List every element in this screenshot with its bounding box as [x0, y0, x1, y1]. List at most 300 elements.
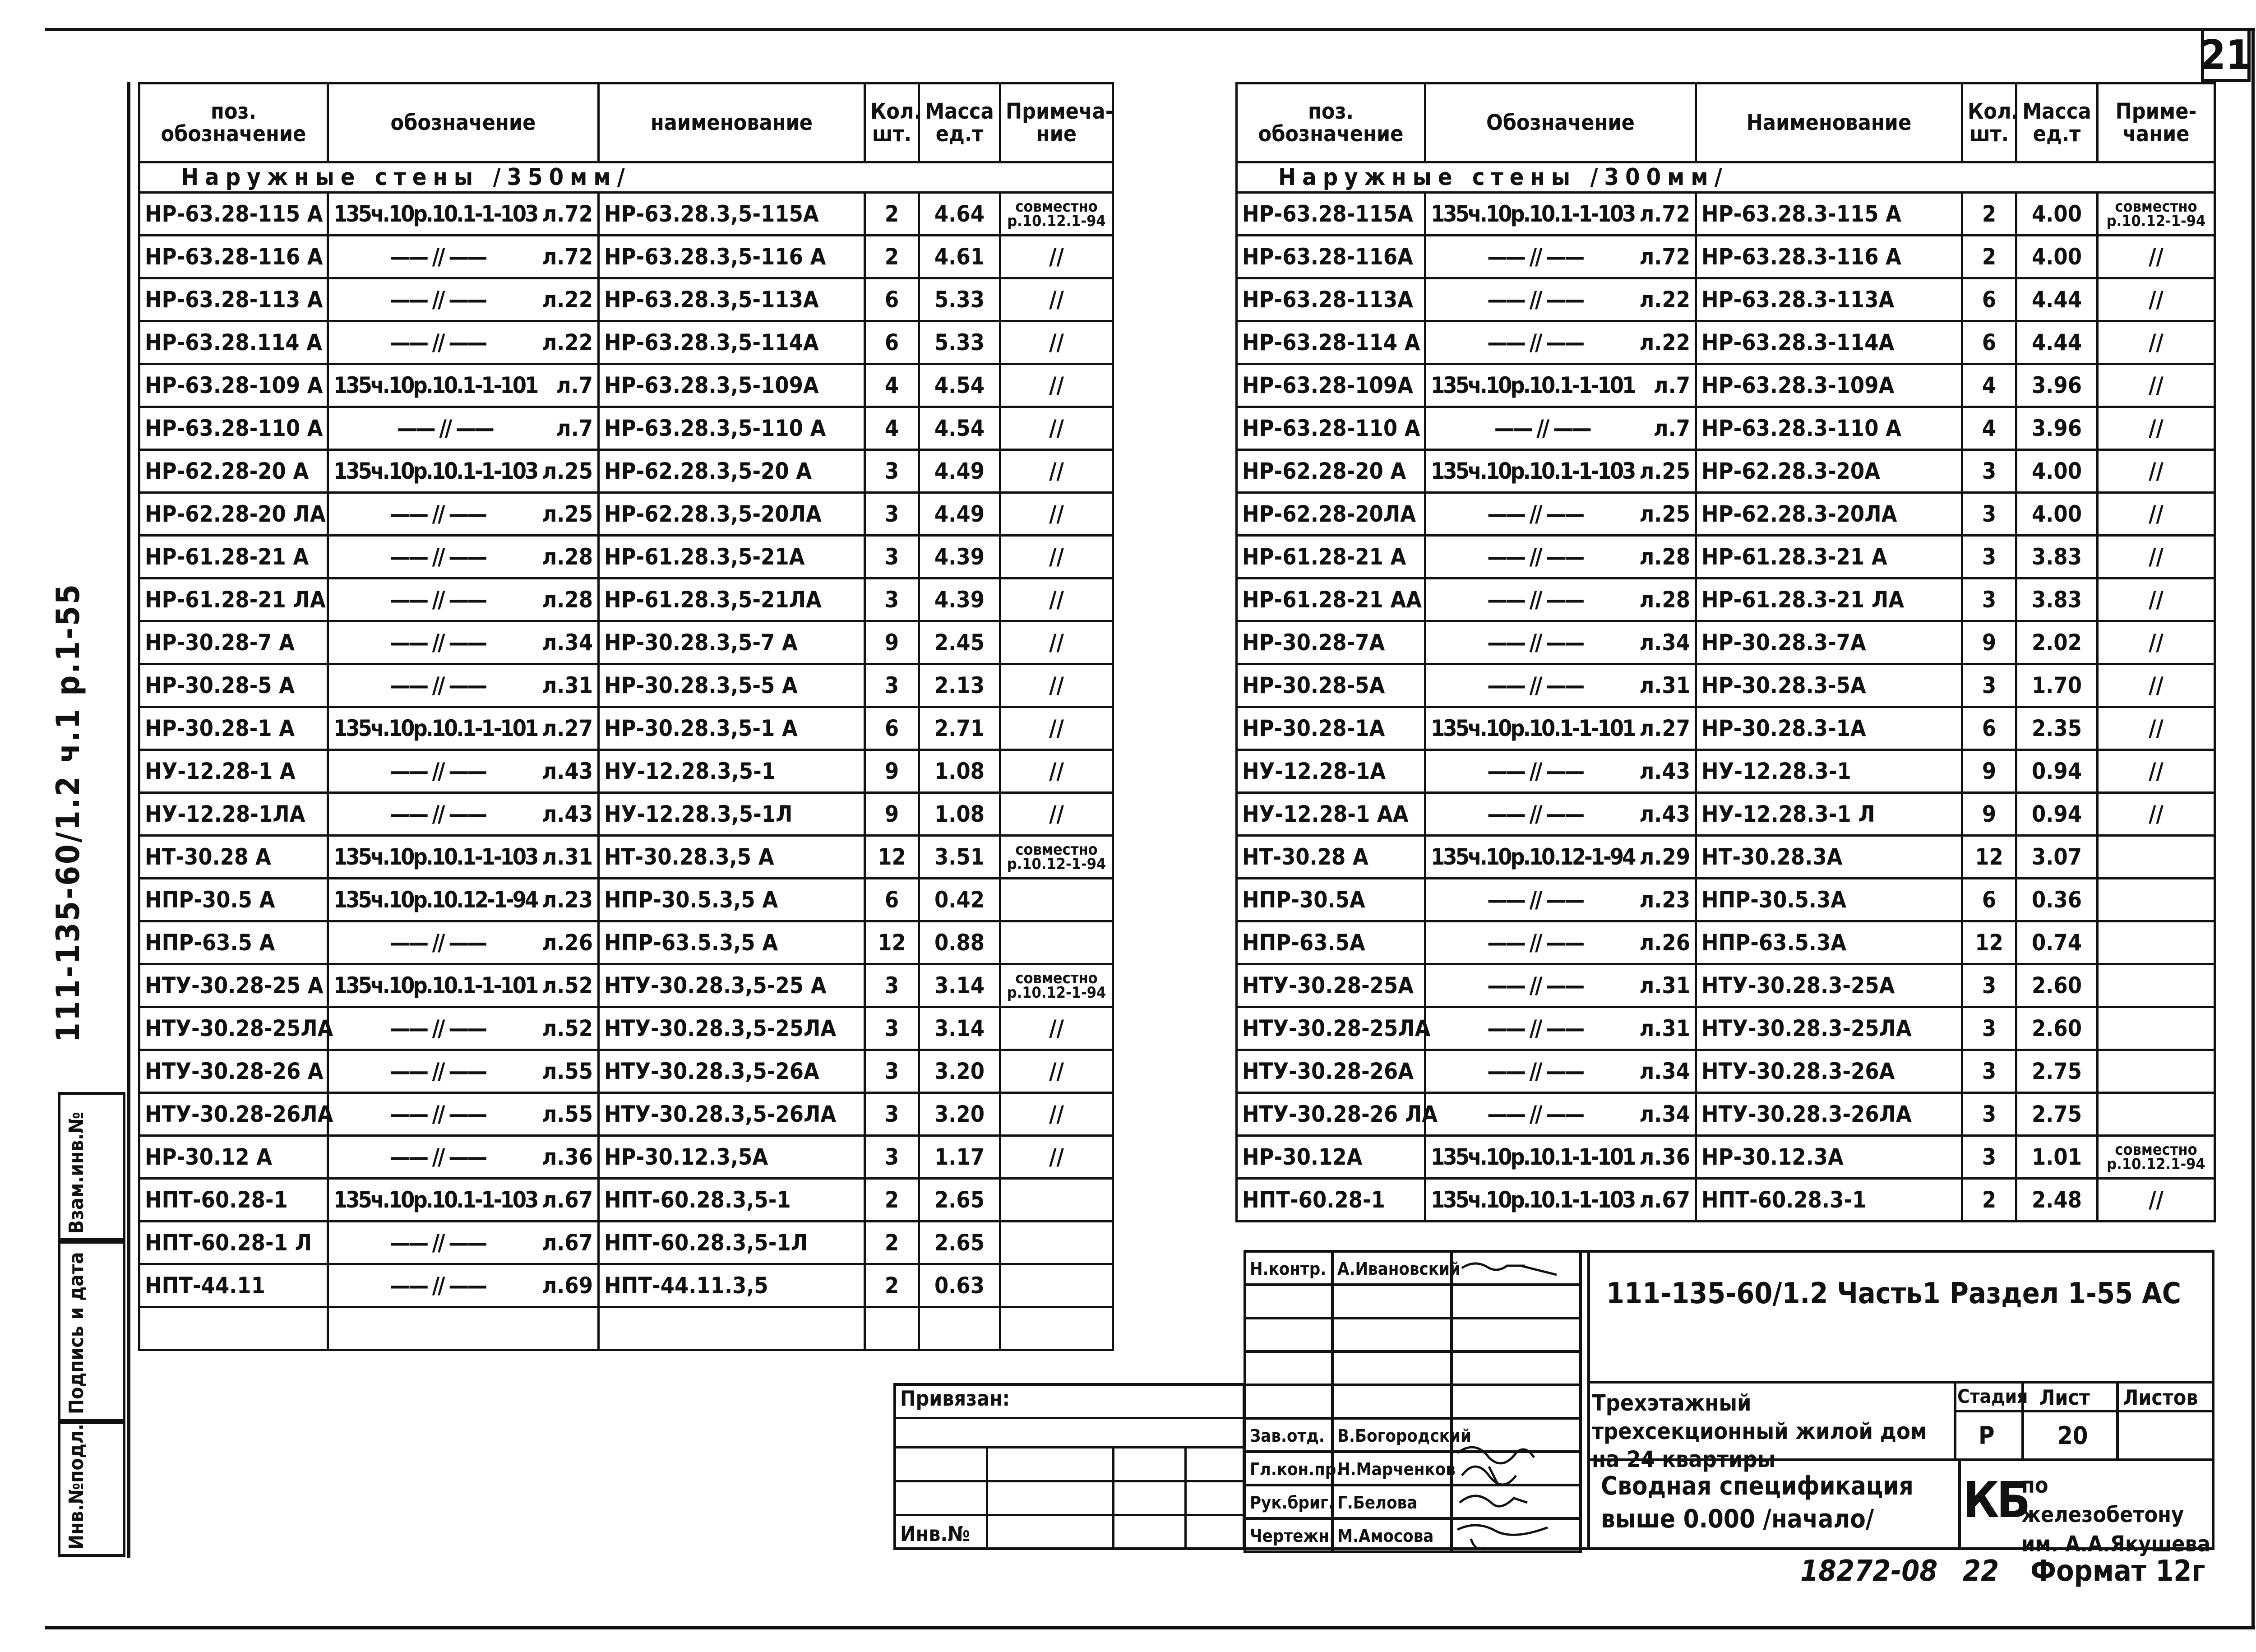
cell-qty: 6: [865, 278, 919, 321]
designation-wrap: [333, 588, 593, 611]
cell-position: НТУ-30.28-26 ЛА: [1237, 1093, 1425, 1136]
designation-wrap: [333, 1103, 593, 1125]
cell-note: //: [2098, 493, 2215, 536]
cell-note: [1000, 879, 1113, 921]
designation-wrap: [333, 203, 593, 225]
table-row: [1237, 536, 2215, 578]
cell-note: //: [2098, 664, 2215, 707]
cell-qty: 4: [1962, 407, 2016, 450]
stage-value: Р: [1979, 1421, 1995, 1450]
table-row: [139, 1007, 1113, 1050]
designation-wrap: [1431, 1060, 1690, 1083]
designation-wrap: [1431, 1017, 1690, 1040]
sheet-reference: л.43: [1639, 801, 1690, 827]
cell-note: //: [1000, 750, 1113, 793]
designation-wrap: [1431, 1146, 1690, 1168]
sheet-reference: л.72: [542, 244, 593, 270]
designation-wrap: [1431, 931, 1690, 954]
side-box-label: Инв.№подл.: [65, 1424, 88, 1550]
org-col-line: [1958, 1458, 1961, 1550]
cell-mass: 1.08: [919, 793, 1000, 836]
cell-designation: [1425, 236, 1696, 278]
sheet-reference: л.72: [1639, 201, 1690, 227]
cell-name: НР-62.28.3,5-20ЛА: [599, 493, 865, 536]
sheet-reference: л.25: [1639, 501, 1690, 527]
cell-position: НТ-30.28 А: [1237, 836, 1425, 879]
designation-text: —— // ——: [390, 587, 486, 613]
cell-mass: 0.63: [919, 1264, 1000, 1307]
designation-text: —— // ——: [390, 629, 486, 656]
right-table-body: [1237, 193, 2215, 1222]
cell-mass: 4.39: [919, 536, 1000, 578]
privyazan-col-line: [1184, 1446, 1187, 1550]
sheet-reference: л.36: [1639, 1144, 1690, 1170]
cell-designation: [328, 493, 599, 536]
designation-text: 135ч.10р.10.1-1-101: [1431, 372, 1635, 398]
cell-note: //: [1000, 793, 1113, 836]
designation-text: —— // ——: [390, 801, 486, 827]
sheet-reference: л.22: [542, 329, 593, 356]
cell-position: НТУ-30.28-26А: [1237, 1050, 1425, 1093]
table-row: [1237, 1050, 2215, 1093]
cell-mass: 4.61: [919, 236, 1000, 278]
sheet-reference: л.67: [542, 1230, 593, 1256]
cell-name: НР-63.28.3,5-116 А: [599, 236, 865, 278]
cell-note: //: [1000, 493, 1113, 536]
designation-wrap: [1431, 546, 1690, 568]
cell-position: [139, 1307, 328, 1350]
role-title: Гл.кон.пр.: [1244, 1450, 1334, 1486]
cell-designation: [1425, 193, 1696, 236]
designation-text: —— // ——: [390, 1015, 486, 1041]
cell-name: НР-30.28.3-7А: [1696, 621, 1962, 664]
cell-position: НР-63.28-113 А: [139, 278, 328, 321]
left-margin-line: [127, 82, 130, 1558]
sheet-reference: л.55: [542, 1058, 593, 1084]
cell-mass: 0.74: [2016, 921, 2098, 964]
table-row: [1237, 664, 2215, 707]
designation-wrap: [333, 331, 593, 354]
designation-text: —— // ——: [390, 544, 486, 570]
designation-text: 135ч.10р.10.12-1-94: [1431, 844, 1635, 870]
cell-name: НПР-63.5.3А: [1696, 921, 1962, 964]
cell-qty: 9: [1962, 793, 2016, 836]
cell-name: НР-62.28.3,5-20 А: [599, 450, 865, 493]
cell-mass: 3.07: [2016, 836, 2098, 879]
cell-qty: 3: [865, 1007, 919, 1050]
cell-note: [1000, 1179, 1113, 1222]
cell-note: //: [1000, 450, 1113, 493]
cell-qty: 2: [865, 1264, 919, 1307]
cell-qty: 12: [1962, 921, 2016, 964]
cell-designation: [1425, 621, 1696, 664]
cell-note: совместно р.10.12-1-94: [2098, 193, 2215, 236]
section-row: [139, 162, 1113, 193]
cell-note: //: [1000, 407, 1113, 450]
sheet-reference: л.28: [1639, 544, 1690, 570]
table-row: [139, 1222, 1113, 1264]
cell-name: НР-30.28.3,5-1 А: [599, 707, 865, 750]
cell-qty: 3: [865, 450, 919, 493]
cell-mass: 2.48: [2016, 1179, 2098, 1222]
cell-qty: 3: [865, 1093, 919, 1136]
cell-designation: [328, 407, 599, 450]
designation-wrap: [1431, 331, 1690, 354]
designation-text: —— // ——: [1487, 801, 1583, 827]
cell-name: НР-63.28.3,5-115А: [599, 193, 865, 236]
designation-wrap: [333, 374, 593, 397]
table-row: [1237, 793, 2215, 836]
cell-name: НР-30.12.3А: [1696, 1136, 1962, 1179]
cell-qty: 3: [1962, 536, 2016, 578]
designation-text: —— // ——: [390, 1058, 486, 1084]
sheet-reference: л.55: [542, 1101, 593, 1127]
designation-wrap: [333, 1231, 593, 1254]
cell-qty: 12: [865, 836, 919, 879]
cell-position: НР-61.28-21 А: [139, 536, 328, 578]
cell-position: НУ-12.28-1 АА: [1237, 793, 1425, 836]
cell-position: НР-62.28-20 А: [139, 450, 328, 493]
designation-wrap: [333, 546, 593, 568]
cell-mass: 2.45: [919, 621, 1000, 664]
sheet-reference: л.34: [1639, 1101, 1690, 1127]
table-row: [1237, 321, 2215, 364]
designation-wrap: [333, 1274, 593, 1297]
designation-wrap: [333, 503, 593, 525]
cell-designation: [1425, 921, 1696, 964]
cell-note: //: [2098, 793, 2215, 836]
table-row: [139, 321, 1113, 364]
sheet-reference: л.31: [542, 844, 593, 870]
cell-qty: 6: [865, 321, 919, 364]
section-title: Наружные стены /350мм/: [139, 162, 1113, 193]
designation-wrap: [1431, 503, 1690, 525]
cell-designation: [1425, 278, 1696, 321]
cell-note: //: [2098, 236, 2215, 278]
cell-mass: 4.00: [2016, 236, 2098, 278]
cell-name: НУ-12.28.3-1 Л: [1696, 793, 1962, 836]
cell-mass: 3.83: [2016, 536, 2098, 578]
cell-qty: 12: [865, 921, 919, 964]
table-header-row: [139, 83, 1113, 162]
table-row: [1237, 236, 2215, 278]
cell-designation: [328, 1222, 599, 1264]
cell-name: НР-30.28.3,5-7 А: [599, 621, 865, 664]
cell-designation: [1425, 836, 1696, 879]
designation-wrap: [1431, 974, 1690, 997]
cell-position: НПТ-60.28-1: [139, 1179, 328, 1222]
cell-note: //: [1000, 278, 1113, 321]
section-row: [1237, 162, 2215, 193]
header-name: наименование: [599, 83, 865, 162]
cell-position: НР-63.28-114 А: [1237, 321, 1425, 364]
role-title: Н.контр.: [1244, 1250, 1334, 1286]
header-qty: Кол. шт.: [865, 83, 919, 162]
cell-note: [1000, 1264, 1113, 1307]
designation-wrap: [333, 631, 593, 654]
cell-mass: 3.20: [919, 1050, 1000, 1093]
inv-number-label: Инв.№: [900, 1522, 970, 1546]
table-row: [139, 236, 1113, 278]
sheet-reference: л.43: [542, 801, 593, 827]
designation-text: 135ч.10р.10.1-1-101: [333, 715, 537, 741]
designation-text: —— // ——: [1487, 672, 1583, 699]
cell-position: НПТ-60.28-1 Л: [139, 1222, 328, 1264]
cell-name: НТУ-30.28.3-25ЛА: [1696, 1007, 1962, 1050]
cell-position: НР-61.28-21 ЛА: [139, 578, 328, 621]
cell-note: //: [1000, 1136, 1113, 1179]
cell-designation: [328, 707, 599, 750]
document-code: 111-135-60/1.2 Часть1 Раздел 1-55 АС: [1606, 1277, 2181, 1310]
cell-designation: [328, 1007, 599, 1050]
cell-mass: 3.14: [919, 964, 1000, 1007]
bottom-border-line: [45, 1626, 2255, 1629]
stage-label: Стадия: [1957, 1385, 2028, 1407]
cell-note: //: [2098, 450, 2215, 493]
cell-note: //: [2098, 621, 2215, 664]
cell-designation: [1425, 707, 1696, 750]
designation-wrap: [333, 1146, 593, 1168]
cell-name: НР-30.12.3,5А: [599, 1136, 865, 1179]
table-row: [139, 450, 1113, 493]
cell-name: НТУ-30.28.3,5-25ЛА: [599, 1007, 865, 1050]
designation-wrap: [1431, 417, 1690, 440]
cell-mass: 4.49: [919, 450, 1000, 493]
designation-text: —— // ——: [1487, 501, 1583, 527]
designation-text: —— // ——: [1487, 1101, 1583, 1127]
cell-qty: 3: [1962, 1093, 2016, 1136]
table-row: [139, 750, 1113, 793]
designation-wrap: [333, 674, 593, 697]
sheet-reference: л.43: [1639, 758, 1690, 784]
cell-mass: 1.01: [2016, 1136, 2098, 1179]
cell-qty: 3: [865, 964, 919, 1007]
designation-text: 135ч.10р.10.1-1-101: [1431, 1144, 1635, 1170]
header-name: Наименование: [1696, 83, 1962, 162]
table-row: [1237, 1093, 2215, 1136]
cell-note: [2098, 879, 2215, 921]
cell-qty: 3: [865, 578, 919, 621]
cell-position: НР-63.28.114 А: [139, 321, 328, 364]
designation-text: —— // ——: [390, 672, 486, 699]
cell-name: НПТ-44.11.3,5: [599, 1264, 865, 1307]
cell-mass: 3.14: [919, 1007, 1000, 1050]
cell-position: НР-63.28-115А: [1237, 193, 1425, 236]
designation-text: —— // ——: [390, 329, 486, 356]
table-row: [1237, 921, 2215, 964]
cell-qty: 6: [1962, 278, 2016, 321]
cell-name: НТУ-30.28.3,5-25 А: [599, 964, 865, 1007]
format-label: Формат 12г: [2030, 1555, 2205, 1588]
cell-position: НР-63.28-115 А: [139, 193, 328, 236]
role-name: [1331, 1350, 1453, 1386]
cell-mass: 3.83: [2016, 578, 2098, 621]
sheet-reference: л.36: [542, 1144, 593, 1170]
sheet-reference: л.34: [1639, 1058, 1690, 1084]
table-row: [1237, 278, 2215, 321]
cell-qty: 3: [865, 1136, 919, 1179]
cell-name: НР-63.28.3,5-114А: [599, 321, 865, 364]
cell-designation: [1425, 964, 1696, 1007]
cell-position: НР-30.28-5А: [1237, 664, 1425, 707]
cell-note: [1000, 921, 1113, 964]
cell-designation: [1425, 1007, 1696, 1050]
cell-mass: 4.49: [919, 493, 1000, 536]
cell-designation: [1425, 578, 1696, 621]
cell-designation: [1425, 536, 1696, 578]
cell-mass: 4.54: [919, 364, 1000, 407]
drawing-title: Сводная спецификация выше 0.000 /начало/: [1601, 1472, 1914, 1534]
cell-position: НР-62.28-20ЛА: [1237, 493, 1425, 536]
table-row: [1237, 707, 2215, 750]
sheet-reference: л.31: [1639, 1015, 1690, 1041]
org-name: по железобетону им. А.А.Якушева: [2021, 1473, 2210, 1557]
cell-mass: 0.94: [2016, 793, 2098, 836]
cell-note: [2098, 1007, 2215, 1050]
cell-mass: 3.96: [2016, 407, 2098, 450]
role-name: Н.Марченков: [1331, 1450, 1453, 1486]
cell-position: НПТ-44.11: [139, 1264, 328, 1307]
cell-qty: 3: [1962, 1050, 2016, 1093]
cell-name: НР-62.28.3-20А: [1696, 450, 1962, 493]
table-row: [1237, 193, 2215, 236]
cell-qty: 2: [865, 1222, 919, 1264]
cell-mass: 2.65: [919, 1179, 1000, 1222]
cell-position: НР-63.28-113А: [1237, 278, 1425, 321]
table-row: [139, 1307, 1113, 1350]
cell-position: НУ-12.28-1ЛА: [139, 793, 328, 836]
table-row: [139, 1050, 1113, 1093]
privyazan-line: [893, 1480, 1245, 1482]
org-mark: КБ: [1963, 1471, 2028, 1529]
designation-text: —— // ——: [390, 930, 486, 956]
right-spec-table: [1235, 82, 2216, 1222]
designation-wrap: [1431, 1189, 1690, 1211]
sheet-reference: л.27: [542, 715, 593, 741]
designation-text: —— // ——: [1487, 244, 1583, 270]
cell-name: НПР-63.5.3,5 А: [599, 921, 865, 964]
role-title: [1244, 1283, 1334, 1319]
table-row: [139, 836, 1113, 879]
sheet-reference: л.72: [542, 201, 593, 227]
sheet-reference: л.31: [542, 672, 593, 699]
stage-header-line: [1954, 1410, 2214, 1412]
cell-note: //: [2098, 1179, 2215, 1222]
table-row: [139, 364, 1113, 407]
cell-position: НТУ-30.28-25А: [1237, 964, 1425, 1007]
cell-mass: 2.02: [2016, 621, 2098, 664]
sheet-reference: л.31: [1639, 672, 1690, 699]
role-title: [1244, 1384, 1334, 1420]
cell-position: НР-63.28-110 А: [139, 407, 328, 450]
cell-name: НР-63.28.3-115 А: [1696, 193, 1962, 236]
cell-mass: 1.17: [919, 1136, 1000, 1179]
designation-text: —— // ——: [390, 1273, 486, 1299]
designation-wrap: [333, 888, 593, 911]
cell-qty: 9: [1962, 750, 2016, 793]
cell-qty: 3: [865, 536, 919, 578]
cell-designation: [328, 1179, 599, 1222]
cell-position: НР-30.12А: [1237, 1136, 1425, 1179]
cell-name: НР-63.28.3,5-109А: [599, 364, 865, 407]
cell-mass: 4.64: [919, 193, 1000, 236]
cell-designation: [328, 278, 599, 321]
left-table-body: [139, 193, 1113, 1350]
cell-note: совместно р.10.12.1-94: [1000, 193, 1113, 236]
cell-note: [2098, 1093, 2215, 1136]
cell-designation: [328, 1307, 599, 1350]
cell-designation: [328, 193, 599, 236]
cell-note: //: [1000, 578, 1113, 621]
table-row: [139, 921, 1113, 964]
designation-wrap: [1431, 631, 1690, 654]
cell-mass: 5.33: [919, 278, 1000, 321]
sheets-col-line: [2116, 1381, 2119, 1458]
cell-mass: 0.94: [2016, 750, 2098, 793]
cell-position: НУ-12.28-1 А: [139, 750, 328, 793]
cell-qty: 9: [865, 793, 919, 836]
designation-wrap: [1431, 674, 1690, 697]
cell-mass: 3.51: [919, 836, 1000, 879]
cell-qty: 3: [1962, 493, 2016, 536]
cell-designation: [1425, 1093, 1696, 1136]
cell-designation: [1425, 879, 1696, 921]
cell-name: [599, 1307, 865, 1350]
cell-mass: 2.65: [919, 1222, 1000, 1264]
cell-designation: [328, 321, 599, 364]
cell-note: [1000, 1307, 1113, 1350]
designation-text: —— // ——: [390, 1144, 486, 1170]
designation-text: 135ч.10р.10.1-1-103: [333, 844, 537, 870]
table-row: [1237, 1179, 2215, 1222]
designation-wrap: [333, 1017, 593, 1040]
cell-name: НТ-30.28.3,5 А: [599, 836, 865, 879]
role-name: А.Ивановский: [1331, 1250, 1453, 1286]
cell-note: [1000, 1222, 1113, 1264]
table-row: [1237, 578, 2215, 621]
cell-note: //: [1000, 707, 1113, 750]
cell-name: НР-63.28.3-113А: [1696, 278, 1962, 321]
cell-name: НР-61.28.3-21 А: [1696, 536, 1962, 578]
cell-qty: 2: [865, 193, 919, 236]
cell-name: НТУ-30.28.3-26А: [1696, 1050, 1962, 1093]
designation-text: 135ч.10р.10.1-1-103: [1431, 1187, 1635, 1213]
designation-wrap: [333, 417, 593, 440]
role-title: [1244, 1350, 1334, 1386]
designation-wrap: [333, 460, 593, 482]
cell-qty: 3: [1962, 578, 2016, 621]
cell-note: совместно р.10.12.1-94: [2098, 1136, 2215, 1179]
cell-name: НТУ-30.28.3-26ЛА: [1696, 1093, 1962, 1136]
designation-wrap: [1431, 846, 1690, 868]
designation-text: —— // ——: [390, 1230, 486, 1256]
header-note: Приме- чание: [2098, 83, 2215, 162]
cell-designation: [1425, 1050, 1696, 1093]
archive-number: 18272-08: [1800, 1555, 1938, 1588]
cell-designation: [328, 879, 599, 921]
sheet-reference: л.23: [542, 887, 593, 913]
cell-position: НР-30.28-1А: [1237, 707, 1425, 750]
designation-wrap: [333, 245, 593, 268]
cell-qty: 6: [865, 879, 919, 921]
table-header-row: [1237, 83, 2215, 162]
designation-wrap: [1431, 803, 1690, 825]
cell-position: НР-30.28-1 А: [139, 707, 328, 750]
sheet-reference: л.34: [1639, 629, 1690, 656]
table-row: [1237, 879, 2215, 921]
sheet-reference: л.25: [1639, 458, 1690, 484]
cell-name: НР-62.28.3-20ЛА: [1696, 493, 1962, 536]
